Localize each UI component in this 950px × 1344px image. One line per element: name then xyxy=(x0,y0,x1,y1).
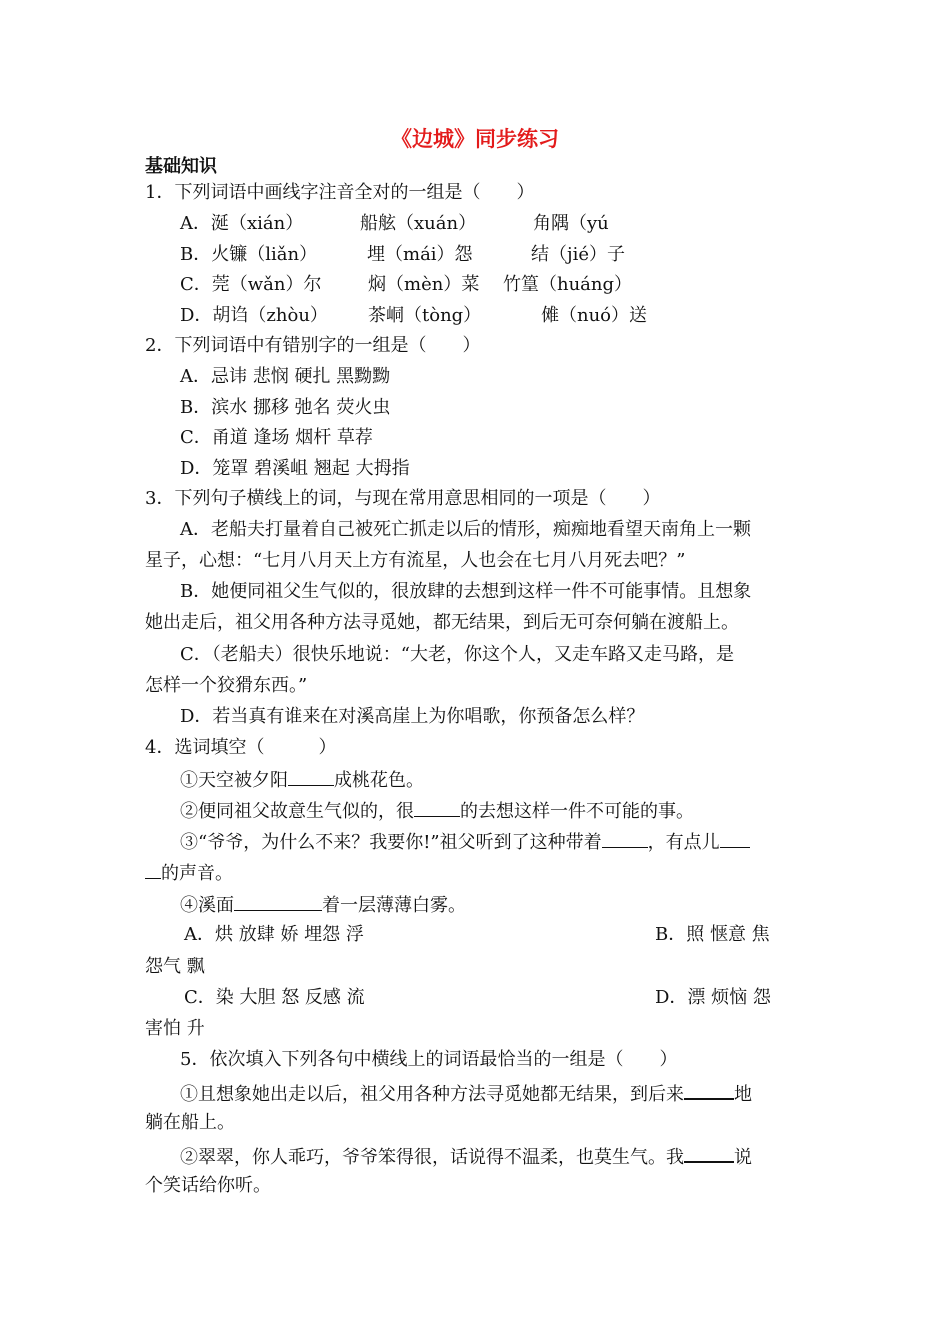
q4-s1-part-b: 成桃花色。 xyxy=(334,770,424,791)
q2-option-b: B．滨水 挪移 弛名 荧火虫 xyxy=(180,397,391,418)
q4-s3-part-b: ，有点儿 xyxy=(647,832,720,853)
question-3-stem: 3．下列句子横线上的词，与现在常用意思相同的一项是（ ） xyxy=(145,488,661,509)
q4-option-b: B．照 惬意 焦 xyxy=(655,924,770,945)
q3-option-d: D．若当真有谁来在对溪高崖上为你唱歌，你预备怎么样？ xyxy=(180,706,645,727)
question-5-stem: 5．依次填入下列各句中横线上的词语最恰当的一组是（ ） xyxy=(180,1049,678,1070)
q2-option-d: D．笼罩 碧溪岨 翘起 大拇指 xyxy=(180,458,410,479)
q4-s1-part-a: ①天空被夕阳 xyxy=(180,770,288,791)
q4-s4-part-a: ④溪面 xyxy=(180,895,234,916)
q4-sentence-3 xyxy=(180,829,750,855)
q4-sentence-2 xyxy=(180,798,694,824)
q1-option-b-1: B．火镰（liǎn） xyxy=(180,244,318,265)
section-heading: 基础知识 xyxy=(145,156,217,177)
q4-option-c: C．染 大胆 怒 反感 流 xyxy=(184,987,365,1008)
q1-option-a-2: 船舷（xuán） xyxy=(360,213,477,234)
q5-s1-blank xyxy=(684,1080,734,1100)
q1-option-d-1: D．胡诌（zhòu） xyxy=(180,305,328,326)
q1-option-b-3: 结（jié）子 xyxy=(531,244,625,265)
q5-sentence-1 xyxy=(180,1080,752,1107)
q4-s2-blank xyxy=(414,798,460,817)
q5-sentence-2 xyxy=(180,1143,752,1170)
q1-option-d-3: 傩（nuó）送 xyxy=(541,305,648,326)
q5-s2-part-a: ②翠翠，你人乖巧，爷爷笨得很，话说得不温柔，也莫生气。我 xyxy=(180,1147,684,1168)
q3-option-b-line2: 她出走后，祖父用各种方法寻觅她，都无结果，到后无可奈何躺在渡船上。 xyxy=(145,612,739,633)
q3-option-c-line2: 怎样一个狡猾东西。” xyxy=(145,675,308,696)
q1-option-a-3: 角隅（yú xyxy=(533,213,609,234)
q3-option-a-line1: A．老船夫打量着自己被死亡抓走以后的情形，痴痴地看望天南角上一颗 xyxy=(180,519,751,540)
q4-sentence-1 xyxy=(180,767,424,793)
q4-s3-part-a: ③“爷爷，为什么不来？我要你!”祖父听到了这种带着 xyxy=(180,832,602,853)
q4-s1-blank xyxy=(288,767,334,786)
q5-sentence-2-cont: 个笑话给你听。 xyxy=(145,1175,271,1196)
q4-option-b-cont: 怨气 飘 xyxy=(145,956,205,977)
q5-s1-part-a: ①且想象她出走以后，祖父用各种方法寻觅她都无结果，到后来 xyxy=(180,1084,684,1105)
q4-s3-blank-2a xyxy=(720,829,750,848)
page-title: 《边城》同步练习 xyxy=(391,127,559,151)
q4-s3-blank-2b xyxy=(145,860,161,879)
q1-option-a-1: A．涎（xián） xyxy=(180,213,304,234)
q5-s2-blank xyxy=(684,1143,734,1163)
q4-s3-part-c: 的声音。 xyxy=(161,863,233,884)
q4-option-a: A．烘 放肆 娇 埋怨 浮 xyxy=(184,924,364,945)
q2-option-c: C．甬道 逢场 烟杆 草荐 xyxy=(180,427,373,448)
q3-option-c-line1: C．（老船夫）很快乐地说：“大老，你这个人，又走车路又走马路，是 xyxy=(180,644,734,665)
q5-sentence-1-cont: 躺在船上。 xyxy=(145,1112,235,1133)
q2-option-a: A．忌讳 悲悯 硬扎 黑黝黝 xyxy=(180,366,391,387)
q4-option-d: D．漂 烦恼 怨 xyxy=(655,987,771,1008)
q1-option-b-2: 埋（mái）怨 xyxy=(367,244,473,265)
q1-option-d-2: 茶峒（tòng） xyxy=(368,305,482,326)
q4-s4-blank xyxy=(234,892,322,911)
q3-option-a-line2: 星子，心想：“七月八月天上方有流星，人也会在七月八月死去吧？” xyxy=(145,550,686,571)
q4-s4-part-b: 着一层薄薄白雾。 xyxy=(322,895,466,916)
question-1-stem: 1．下列词语中画线字注音全对的一组是（ ） xyxy=(145,182,535,203)
q4-s3-blank-1 xyxy=(602,829,648,848)
q5-s1-part-b: 地 xyxy=(734,1084,752,1105)
q4-s2-part-b: 的去想这样一件不可能的事。 xyxy=(460,801,694,822)
q4-sentence-3-cont xyxy=(145,860,233,886)
q3-option-b-line1: B．她便同祖父生气似的，很放肆的去想到这样一件不可能事情。且想象 xyxy=(180,581,752,602)
q4-s2-part-a: ②便同祖父故意生气似的，很 xyxy=(180,801,414,822)
q1-option-c-1: C．莞（wǎn）尔 xyxy=(180,274,322,295)
q1-option-c-3: 竹篁（huáng） xyxy=(503,274,633,295)
q1-option-c-2: 焖（mèn）菜 xyxy=(368,274,480,295)
question-2-stem: 2．下列词语中有错别字的一组是（ ） xyxy=(145,335,481,356)
q4-option-d-cont: 害怕 升 xyxy=(145,1018,205,1039)
q4-sentence-4 xyxy=(180,892,466,918)
question-4-stem: 4．选词填空（ ） xyxy=(145,737,337,758)
q5-s2-part-b: 说 xyxy=(734,1147,752,1168)
